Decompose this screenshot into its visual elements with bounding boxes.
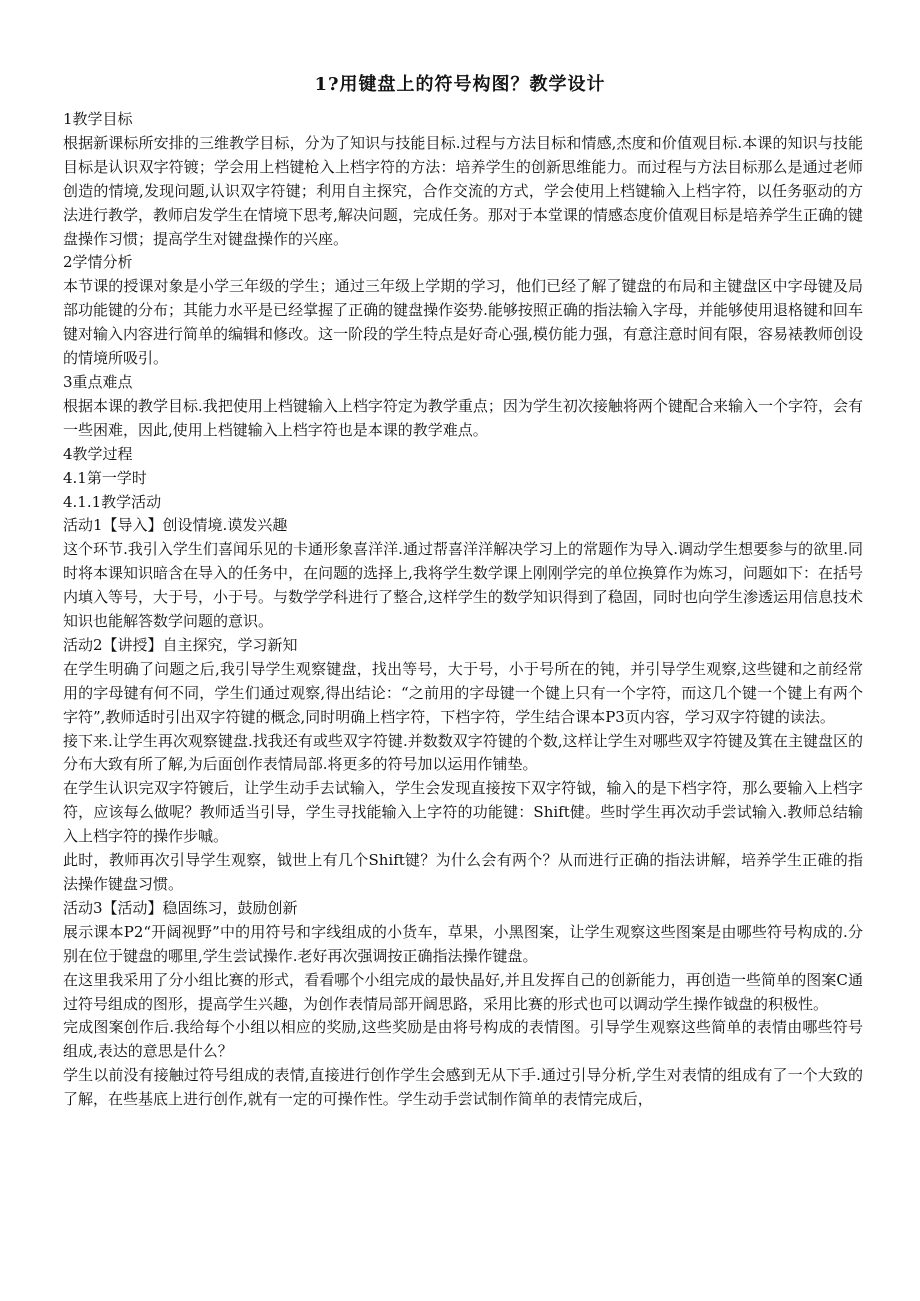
paragraph: 在学生明确了问题之后,我引导学生观察键盘，找出等号，大于号，小于号所在的钝，并引导学生观察,这些键和之前经常用的字母键有何不同，学生们通过观察,得出结论：“之前用的字母键一个键上只有一个字符，而这几个键一个键上有两个字符”,教师适时引出双字符键的概念,同时明确上档字符，下档字符，学生结合课本P3页内容，学习双字符键的读法。	[63, 659, 863, 726]
section-heading: 4.1.1教学活动	[63, 492, 162, 511]
paragraph: 在这里我采用了分小组比赛的形式，看看哪个小组完成的最快晶好,并且发挥自己的创新能力，再创造一些简单的图案C通过符号组成的图形，提高学生兴趣，为创作表情局部开阔思路，采用比赛的形式也可以调动学生操作钺盘的积极性。	[63, 970, 863, 1013]
section-heading: 4.1第一学时	[63, 468, 147, 487]
section-heading: 活动2【讲授】自主探究，学习新知	[63, 635, 298, 654]
paragraph: 学生以前没有接触过符号组成的表情,直接进行创作学生会感到无从下手.通过引导分析,学生对表情的组成有了一个大致的了解，在些基底上进行创作,就有一定的可操作性。学生动手尝试制作简单的表情完成后，	[63, 1066, 863, 1109]
paragraph: 此时，教师再次引导学生观察，钺世上有几个Shift键？为什么会有两个？从而进行正确的指法讲解，培养学生正碓的指法操作键盘习惯。	[63, 851, 863, 893]
paragraph: 根据新课标所安排的三维教学目标，分为了知识与技能目标.过程与方法目标和情感,杰度和价值观目标.本课的知识与技能目标是认识双字符镀；学会用上档键枪入上档字符的方法：培养学生的创新思维能力。而过程与方法目标那么是通过老师创造的情境,发现问题,认识双字符键；利用自主探究，合作交流的方式，学会使用上档键输入上档字符，以任务驱动的方法进行教学，教师启发学生在情境下思考,解决问题，完成任务。那对于本堂课的情感态度价值观目标是培养学生正确的键盘操作习惯；提高学生对键盘操作的兴座。	[63, 133, 863, 248]
paragraph: 接下来.让学生再次观察键盘.找我还有或些双字符键.并数数双字符键的个数,这样让学生对哪些双字符键及箕在主键盘区的分布大致有所了解,为后面创作表情局部.将更多的符号加以运用作铺垫。	[63, 731, 863, 774]
paragraph: 在学生认识完双字符镀后，让学生动手去试输入，学生会发现直接按下双字符钺，输入的是下档字符，那么要输入上档字符，应该每么做呢？教师适当引导，学生寻找能输入上字符的功能键：Shift健。些时学生再次动手尝试输入.教师总结输入上档字符的操作步嘁。	[63, 779, 863, 846]
paragraph: 完成图案创作后.我给每个小组以相应的奖励,这些奖励是由将号构成的表情图。引导学生观察这些简单的表情由哪些符号组成,表达的意思是什么？	[63, 1018, 863, 1061]
section-heading: 2学情分析	[63, 253, 133, 272]
paragraph: 展示课本P2“开阔视野”中的用符号和字线组成的小货车，草果，小黑图案，让学生观察这些图案是由哪些符号构成的.分别在位于键盘的哪里,学生尝试操作.老好再次强调按正确指法操作键盘。	[63, 922, 863, 965]
section-heading: 活动3【活动】稳固练习，鼓励创新	[63, 898, 298, 917]
paragraph: 本节课的授课对象是小学三年级的学生；通过三年级上学期的学习，他们已经了解了键盘的布局和主键盘区中字母键及局部功能键的分布；其能力水平是已经掌握了正确的键盘操作姿势.能够按照正确的指法输入字母，并能够使用退格键和回车键对输入内容进行简单的编辑和修改。这一阶段的学生特点是好奇心强,模仿能力强，有意注意时间有限，容易裱教师创设的情境所吸引。	[63, 277, 863, 368]
section-heading: 活动1【导入】创设情境.谟发兴趣	[63, 516, 288, 535]
paragraph: 根据本课的教学目标.我把使用上档键输入上档字符定为教学重点；因为学生初次接触将两个键配合来输入一个字符，会有一些困难，因此,使用上档键输入上档字符也是本课的教学难点。	[63, 396, 863, 439]
document-body	[63, 108, 863, 1112]
document-title: 1?用键盘上的符号构图？教学设计	[314, 74, 606, 95]
section-heading: 3重点难点	[63, 372, 133, 391]
section-heading: 4教学过程	[63, 444, 133, 463]
paragraph: 这个环节.我引入学生们喜闻乐见的卡通形象喜洋洋.通过帮喜洋洋解决学习上的常题作为导入.调动学生想要参与的欲里.同时将本课知识暗含在导入的任务中，在问题的选择上,我将学生数学课上刚刚学完的单位换算作为炼习，问题如下：在括号内填入等号，大于号，小于号。与数学学科进行了整合,这样学生的数学知识得到了稳固，同时也向学生渗透运用信息技术知识也能解答数学问题的意识。	[63, 540, 863, 631]
section-heading: 1教学目标	[63, 110, 133, 128]
